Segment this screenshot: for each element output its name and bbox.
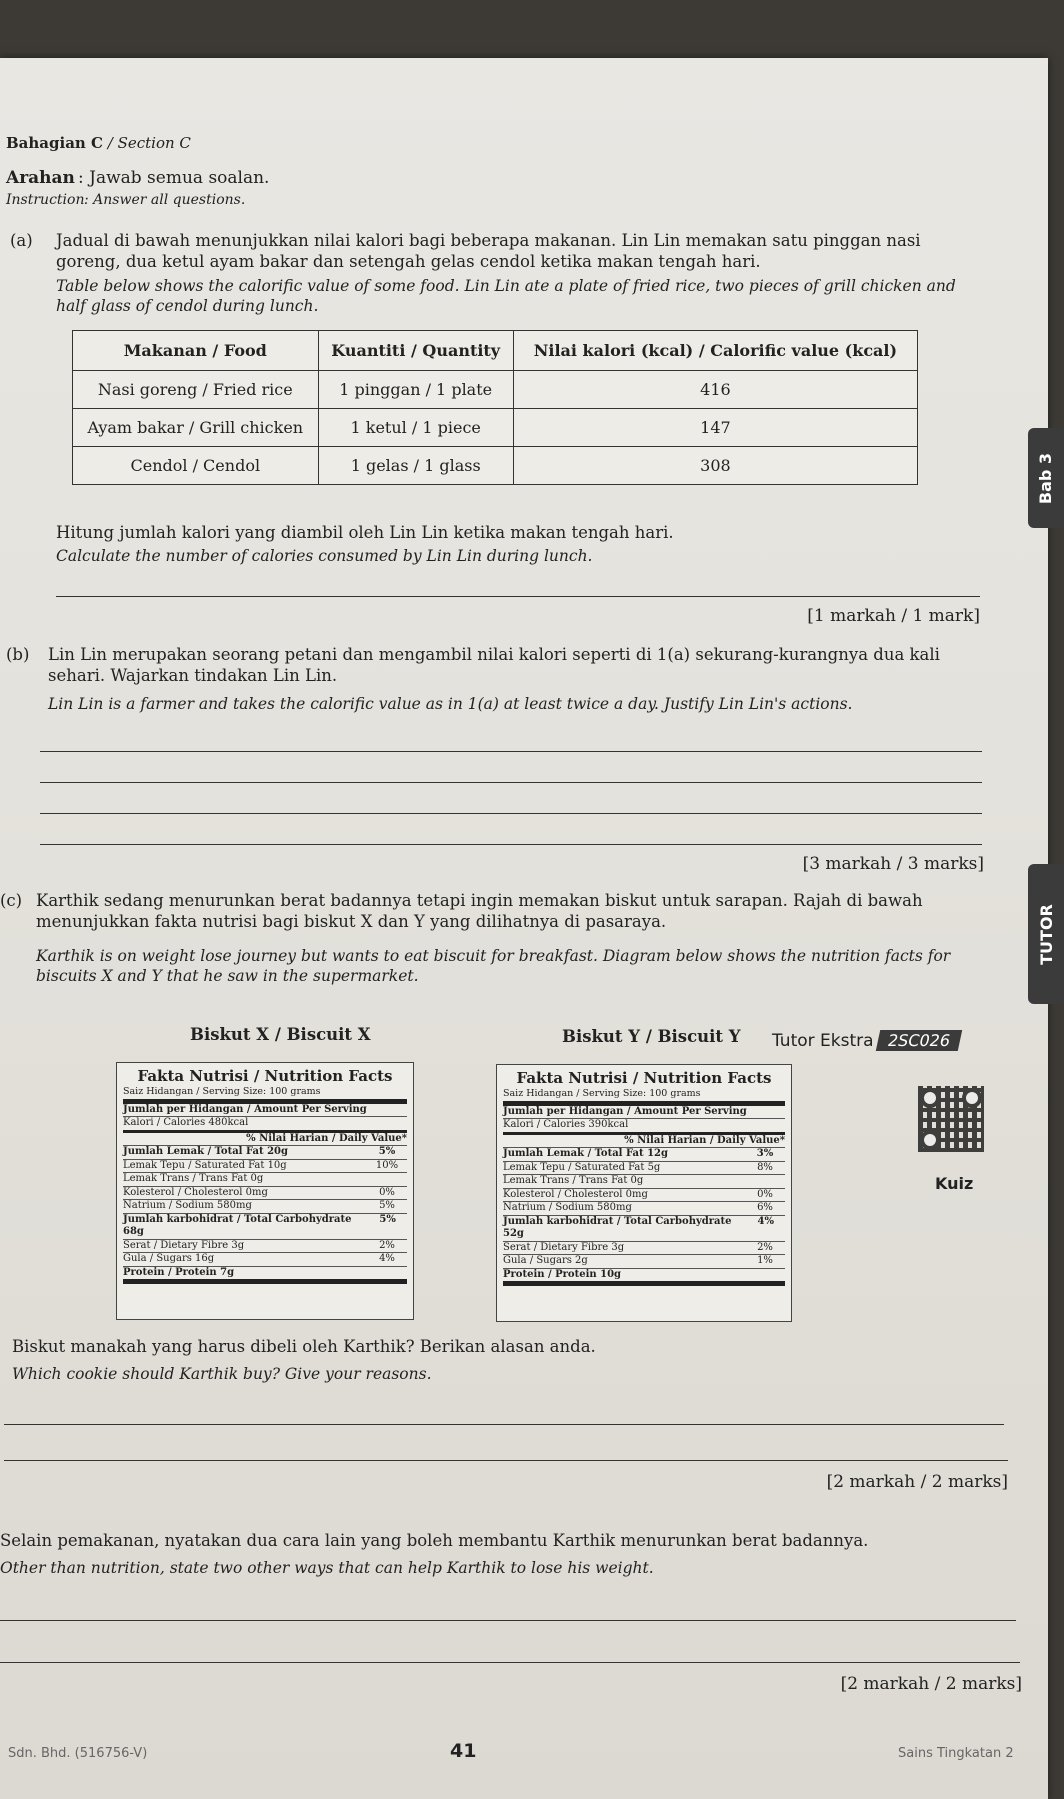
- calorie-table: [72, 330, 918, 485]
- question-d-marks: [2 markah / 2 marks]: [840, 1674, 1022, 1694]
- answer-line[interactable]: [0, 1620, 1016, 1621]
- nutrient-row: Lemak Trans / Trans Fat 0g: [123, 1173, 407, 1187]
- nutrient-row: Natrium / Sodium 580mg 5%: [123, 1200, 407, 1214]
- table-cell: Nasi goreng / Fried rice: [73, 371, 319, 409]
- page-number: 41: [450, 1740, 477, 1762]
- worksheet-page: [0, 58, 1048, 1799]
- qr-code-icon[interactable]: [918, 1086, 984, 1152]
- answer-line[interactable]: [40, 782, 982, 783]
- question-c-text-en: Karthik is on weight lose journey but wants to eat biscuit for breakfast. Diagram below shows the nutrition facts for biscuits X and Y that he saw in the supermarket.: [36, 947, 951, 986]
- table-cell: Ayam bakar / Grill chicken: [73, 409, 319, 447]
- daily-value-header: % Nilai Harian / Daily Value*: [123, 1133, 407, 1147]
- serving-size: Saiz Hidangan / Serving Size: 100 grams: [503, 1088, 785, 1106]
- nutrient-row: Protein / Protein 10g: [503, 1269, 785, 1287]
- answer-line[interactable]: [4, 1424, 1004, 1425]
- nutrition-title: Fakta Nutrisi / Nutrition Facts: [137, 1067, 393, 1085]
- nutrition-facts-x: [116, 1062, 414, 1320]
- serving-size: Saiz Hidangan / Serving Size: 100 grams: [123, 1086, 407, 1104]
- question-c-ms: Biskut manakah yang harus dibeli oleh Karthik? Berikan alasan anda.: [12, 1337, 596, 1356]
- nutrient-row: Lemak Trans / Trans Fat 0g: [503, 1175, 785, 1189]
- question-a-marks: [1 markah / 1 mark]: [807, 606, 980, 626]
- tutor-tab-label: TUTOR: [1036, 903, 1056, 965]
- nutrient-row: Serat / Dietary Fibre 3g 2%: [503, 1242, 785, 1256]
- nutrient-row: Kolesterol / Cholesterol 0mg 0%: [503, 1189, 785, 1203]
- nutrient-row: Jumlah Lemak / Total Fat 20g 5%: [123, 1146, 407, 1160]
- answer-line[interactable]: [0, 1662, 1020, 1663]
- question-b-label: (b): [6, 645, 30, 664]
- table-cell: 1 ketul / 1 piece: [318, 409, 513, 447]
- table-cell: Cendol / Cendol: [73, 447, 319, 485]
- chapter-tab[interactable]: [1028, 428, 1064, 528]
- calories: Kalori / Calories 480kcal: [123, 1117, 407, 1133]
- question-b-text-ms: Lin Lin merupakan seorang petani dan mengambil nilai kalori seperti di 1(a) sekurang-kurangnya dua kali sehari. Wajarkan tindakan Lin Lin.: [48, 645, 940, 686]
- question-b-marks: [3 markah / 3 marks]: [802, 854, 984, 874]
- nutrient-row: Gula / Sugars 2g 1%: [503, 1255, 785, 1269]
- question-c-marks: [2 markah / 2 marks]: [826, 1472, 1008, 1492]
- table-row: [73, 409, 918, 447]
- nutrient-row: Lemak Tepu / Saturated Fat 10g 10%: [123, 1160, 407, 1174]
- nutrient-row: Kolesterol / Cholesterol 0mg 0%: [123, 1187, 407, 1201]
- table-header-row: [73, 331, 918, 371]
- table-cell: 1 pinggan / 1 plate: [318, 371, 513, 409]
- answer-line[interactable]: [4, 1460, 1008, 1461]
- tutor-tab[interactable]: [1028, 864, 1064, 1004]
- nutrition-title: Fakta Nutrisi / Nutrition Facts: [516, 1069, 772, 1087]
- section-title: Bahagian C / Section C: [6, 134, 191, 152]
- question-a-calc-ms: Hitung jumlah kalori yang diambil oleh Lin Lin ketika makan tengah hari.: [56, 523, 674, 542]
- chapter-tab-label: Bab 3: [1036, 452, 1056, 504]
- nutrient-row: Protein / Protein 7g: [123, 1267, 407, 1285]
- question-a-label: (a): [10, 231, 33, 250]
- nutrient-row: Serat / Dietary Fibre 3g 2%: [123, 1240, 407, 1254]
- question-a-text-en: Table below shows the calorific value of some food. Lin Lin ate a plate of fried rice, two pieces of grill chicken and half glass of cendol during lunch.: [56, 277, 956, 316]
- answer-line[interactable]: [56, 596, 980, 597]
- daily-value-header: % Nilai Harian / Daily Value*: [503, 1135, 785, 1149]
- question-d-text-en: Other than nutrition, state two other ways that can help Karthik to lose his weight.: [0, 1559, 654, 1577]
- kuiz-label: Kuiz: [935, 1174, 974, 1193]
- question-d-text-ms: Selain pemakanan, nyatakan dua cara lain yang boleh membantu Karthik menurunkan berat badannya.: [0, 1531, 869, 1550]
- table-cell: 147: [513, 409, 917, 447]
- tutor-code: 2SC026: [875, 1030, 962, 1051]
- question-a-text-ms: Jadual di bawah menunjukkan nilai kalori bagi beberapa makanan. Lin Lin memakan satu pinggan nasi goreng, dua ketul ayam bakar dan setengah gelas cendol ketika makan tengah hari.: [56, 231, 921, 272]
- biscuit-x-title: Biskut X / Biscuit X: [190, 1025, 371, 1044]
- answer-line[interactable]: [40, 844, 982, 845]
- instruction-en: Instruction: Answer all questions.: [6, 192, 246, 208]
- calories: Kalori / Calories 390kcal: [503, 1119, 785, 1135]
- table-cell: 1 gelas / 1 glass: [318, 447, 513, 485]
- question-a-calc-en: Calculate the number of calories consumed by Lin Lin during lunch.: [56, 547, 593, 565]
- nutrient-row: Jumlah Lemak / Total Fat 12g 3%: [503, 1148, 785, 1162]
- question-b-text-en: Lin Lin is a farmer and takes the calorific value as in 1(a) at least twice a day. Justify Lin Lin's actions.: [48, 695, 853, 713]
- table-row: [73, 447, 918, 485]
- table-cell: 308: [513, 447, 917, 485]
- amount-per-serving: Jumlah per Hidangan / Amount Per Serving: [123, 1104, 407, 1118]
- nutrient-row: Jumlah karbohidrat / Total Carbohydrate 52g 4%: [503, 1216, 785, 1242]
- answer-line[interactable]: [40, 751, 982, 752]
- question-c-label: (c): [0, 891, 23, 910]
- biscuit-y-title: Biskut Y / Biscuit Y: [562, 1027, 741, 1046]
- instruction-ms: Arahan : Jawab semua soalan.: [6, 168, 270, 188]
- nutrient-row: Gula / Sugars 16g 4%: [123, 1253, 407, 1267]
- nutrient-row: Lemak Tepu / Saturated Fat 5g 8%: [503, 1162, 785, 1176]
- footer-publisher: Sdn. Bhd. (516756-V): [8, 1746, 148, 1761]
- table-header: Kuantiti / Quantity: [318, 331, 513, 371]
- question-c-en: Which cookie should Karthik buy? Give your reasons.: [12, 1365, 432, 1383]
- footer-book-title: Sains Tingkatan 2: [898, 1746, 1014, 1761]
- nutrient-row: Jumlah karbohidrat / Total Carbohydrate 68g 5%: [123, 1214, 407, 1240]
- table-header: Nilai kalori (kcal) / Calorific value (kcal): [513, 331, 917, 371]
- tutor-ekstra-tag[interactable]: Tutor Ekstra 2SC026: [772, 1030, 960, 1051]
- question-c-text-ms: Karthik sedang menurunkan berat badannya tetapi ingin memakan biskut untuk sarapan. Rajah di bawah menunjukkan fakta nutrisi bagi biskut X dan Y yang dilihatnya di pasaraya.: [36, 891, 923, 932]
- table-header: Makanan / Food: [73, 331, 319, 371]
- amount-per-serving: Jumlah per Hidangan / Amount Per Serving: [503, 1106, 785, 1120]
- nutrition-facts-y: [496, 1064, 792, 1322]
- table-cell: 416: [513, 371, 917, 409]
- nutrient-row: Natrium / Sodium 580mg 6%: [503, 1202, 785, 1216]
- answer-line[interactable]: [40, 813, 982, 814]
- table-row: [73, 371, 918, 409]
